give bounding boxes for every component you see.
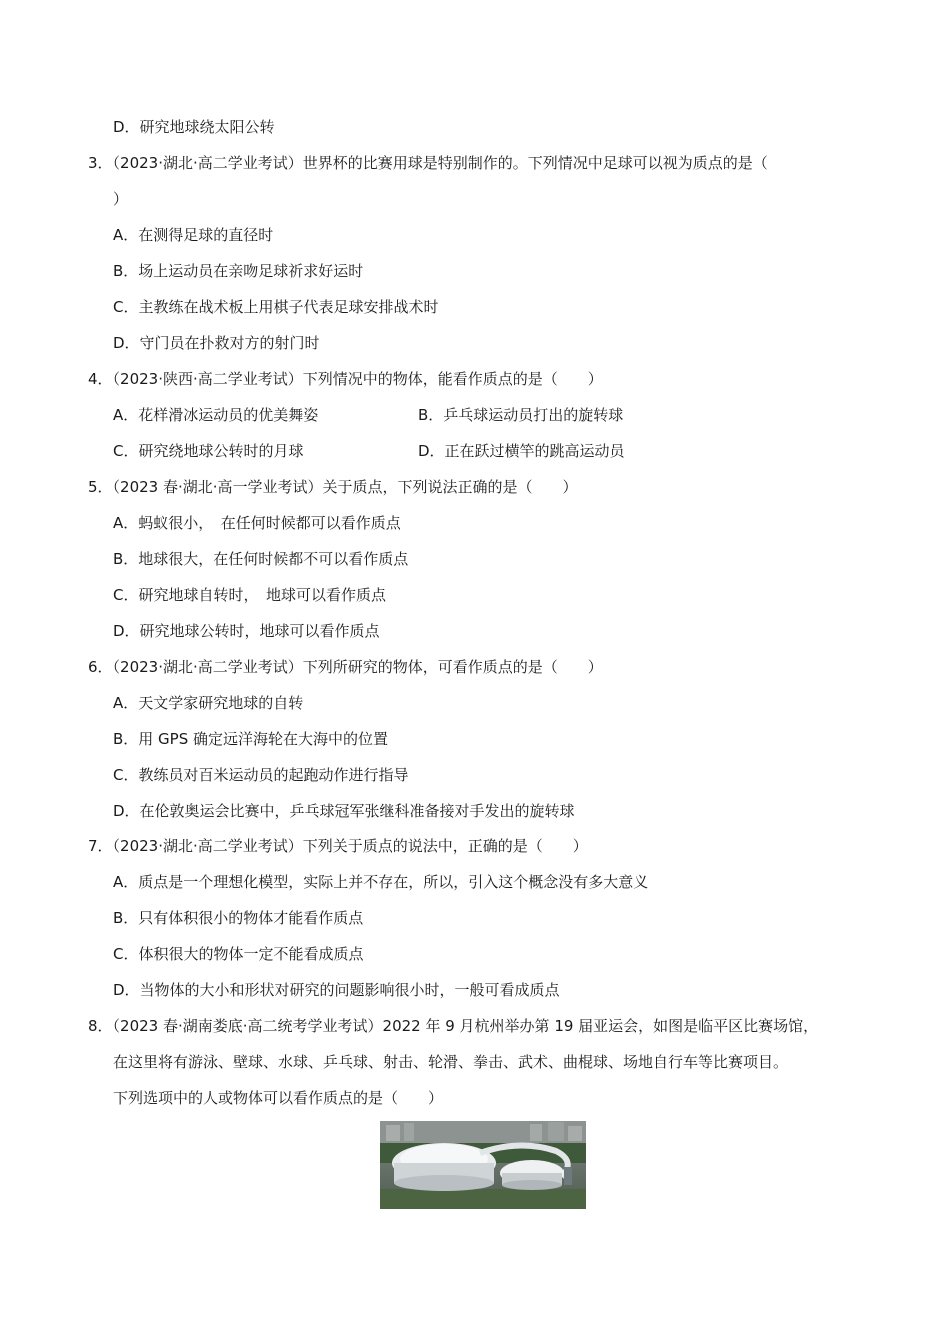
question-4-option-b: B．乒乓球运动员打出的旋转球 [418, 406, 624, 424]
question-7-option-a: A．质点是一个理想化模型，实际上并不存在，所以，引入这个概念没有多大意义 [113, 873, 649, 891]
question-3-stem-cont: ） [113, 190, 129, 208]
question-8-stem-cont-1: 在这里将有游泳、壁球、水球、乒乓球、射击、轮滑、拳击、武术、曲棍球、场地自行车等比赛项目。 [113, 1053, 789, 1071]
question-5-option-b: B．地球很大，在任何时候都不可以看作质点 [113, 550, 409, 568]
question-6-stem: 6．（2023·湖北·高二学业考试）下列所研究的物体，可看作质点的是（ ） [88, 658, 603, 676]
question-6-option-b: B．用 GPS 确定远洋海轮在大海中的位置 [113, 730, 389, 748]
question-3-stem: 3．（2023·湖北·高二学业考试）世界杯的比赛用球是特别制作的。下列情况中足球可以视为质点的是（ [88, 154, 768, 172]
question-7-stem: 7．（2023·湖北·高二学业考试）下列关于质点的说法中，正确的是（ ） [88, 837, 588, 855]
question-8-stem-cont-2: 下列选项中的人或物体可以看作质点的是（ ） [113, 1089, 444, 1107]
question-7-option-d: D．当物体的大小和形状对研究的问题影响很小时，一般可看成质点 [113, 981, 560, 999]
question-5-option-a: A．蚂蚁很小， 在任何时候都可以看作质点 [113, 514, 401, 532]
question-3-option-c: C．主教练在战术板上用棋子代表足球安排战术时 [113, 298, 439, 316]
question-5-stem: 5．（2023 春·湖北·高一学业考试）关于质点，下列说法正确的是（ ） [88, 478, 578, 496]
question-4-option-a: A．花样滑冰运动员的优美舞姿 [113, 406, 319, 424]
option-d-q2: D．研究地球绕太阳公转 [113, 118, 275, 136]
question-3-option-d: D．守门员在扑救对方的射门时 [113, 334, 320, 352]
question-3-option-b: B．场上运动员在亲吻足球祈求好运时 [113, 262, 364, 280]
question-3-option-a: A．在测得足球的直径时 [113, 226, 274, 244]
question-7-option-c: C．体积很大的物体一定不能看成质点 [113, 945, 364, 963]
question-4-stem: 4．（2023·陕西·高二学业考试）下列情况中的物体，能看作质点的是（ ） [88, 370, 603, 388]
question-4-option-d: D．正在跃过横竿的跳高运动员 [418, 442, 625, 460]
question-6-option-c: C．教练员对百米运动员的起跑动作进行指导 [113, 766, 409, 784]
question-7-option-b: B．只有体积很小的物体才能看作质点 [113, 909, 364, 927]
question-5-option-d: D．研究地球公转时，地球可以看作质点 [113, 622, 380, 640]
question-8-stem: 8．（2023 春·湖南娄底·高二统考学业考试）2022 年 9 月杭州举办第 19 届亚运会，如图是临平区比赛场馆， [88, 1017, 819, 1035]
stadium-photo [380, 1121, 586, 1209]
question-6-option-d: D．在伦敦奥运会比赛中，乒乓球冠军张继科准备接对手发出的旋转球 [113, 802, 575, 820]
question-4-option-c: C．研究绕地球公转时的月球 [113, 442, 304, 460]
question-6-option-a: A．天文学家研究地球的自转 [113, 694, 304, 712]
question-5-option-c: C．研究地球自转时， 地球可以看作质点 [113, 586, 386, 604]
